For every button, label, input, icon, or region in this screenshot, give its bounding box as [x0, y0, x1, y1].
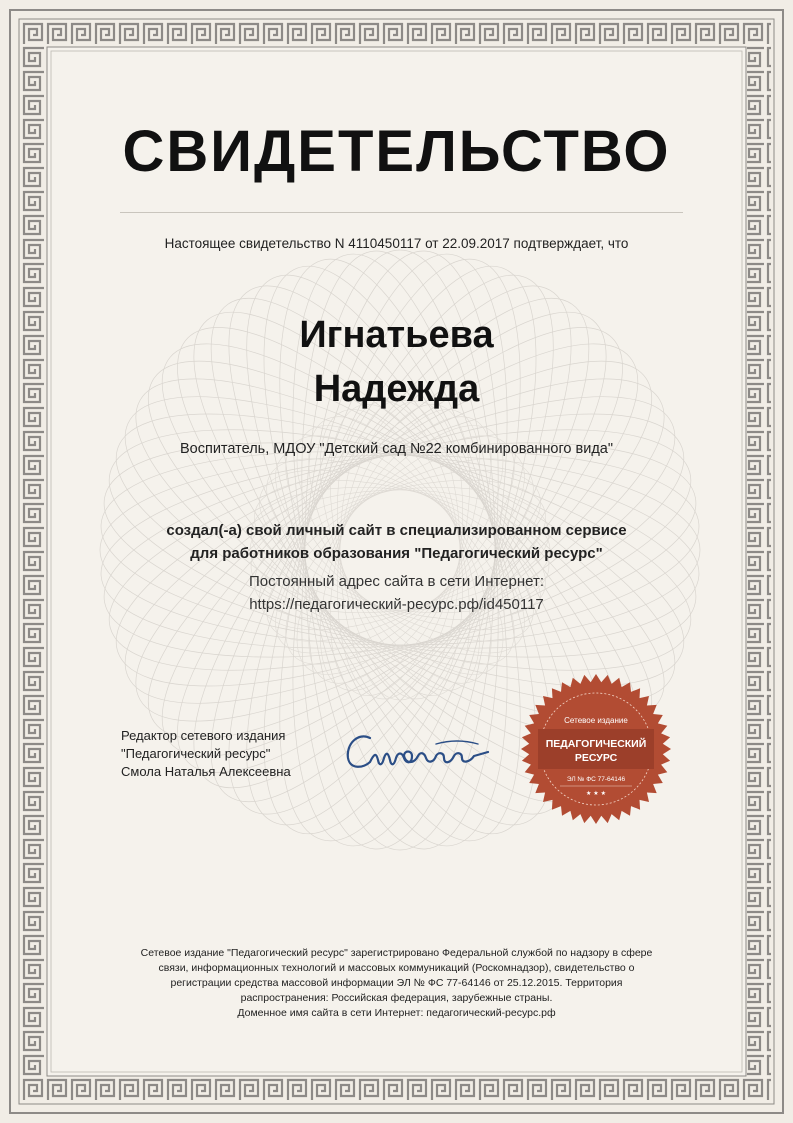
seal-stars: ★ ★ ★	[586, 790, 606, 797]
editor-line-1: Редактор сетевого издания	[121, 728, 286, 743]
recipient-first-name: Надежда	[313, 368, 480, 410]
achievement-line-1: создал(-а) свой личный сайт в специализированном сервисе	[166, 522, 627, 539]
footer-line: регистрации средства массовой информации ЭЛ № ФС 77-64146 от 25.12.2015. Территория	[170, 977, 623, 989]
recipient-name	[0, 308, 793, 416]
seal-name-line-2: РЕСУРС	[574, 752, 618, 764]
editor-line-2: "Педагогический ресурс"	[121, 746, 271, 761]
editor-block	[121, 727, 291, 781]
achievement-text	[0, 519, 793, 565]
footer-line: связи, информационных технологий и массовых коммуникаций (Роскомнадзор), свидетельство о	[158, 962, 635, 974]
certificate-title: СВИДЕТЕЛЬСТВО	[122, 119, 671, 184]
editor-line-3: Смола Наталья Алексеевна	[121, 764, 291, 779]
footer-legal-text	[0, 946, 793, 1021]
seal-top-text: Сетевое издание	[564, 716, 628, 725]
title-divider	[120, 212, 683, 213]
editor-signature	[340, 722, 500, 782]
footer-line: Сетевое издание "Педагогический ресурс" зарегистрировано Федеральной службой по надзору в сфере	[140, 947, 653, 959]
certificate-intro: Настоящее свидетельство N 4110450117 от 22.09.2017 подтверждает, что	[164, 236, 629, 251]
publisher-seal	[520, 673, 672, 825]
recipient-position: Воспитатель, МДОУ "Детский сад №22 комбинированного вида"	[180, 441, 613, 457]
achievement-line-2: для работников образования "Педагогический ресурс"	[190, 545, 603, 562]
footer-line: распространения: Российская федерация, зарубежные страны.	[240, 992, 553, 1004]
footer-line: Доменное имя сайта в сети Интернет: педагогический-ресурс.рф	[237, 1007, 556, 1019]
site-address-url: https://педагогический-ресурс.рф/id450117	[249, 596, 544, 613]
seal-reg-number: ЭЛ № ФС 77-64146	[566, 776, 626, 783]
site-address-label: Постоянный адрес сайта в сети Интернет:	[248, 573, 545, 590]
site-address	[0, 570, 793, 616]
recipient-surname: Игнатьева	[299, 314, 494, 356]
seal-name-line-1: ПЕДАГОГИЧЕСКИЙ	[545, 738, 647, 750]
